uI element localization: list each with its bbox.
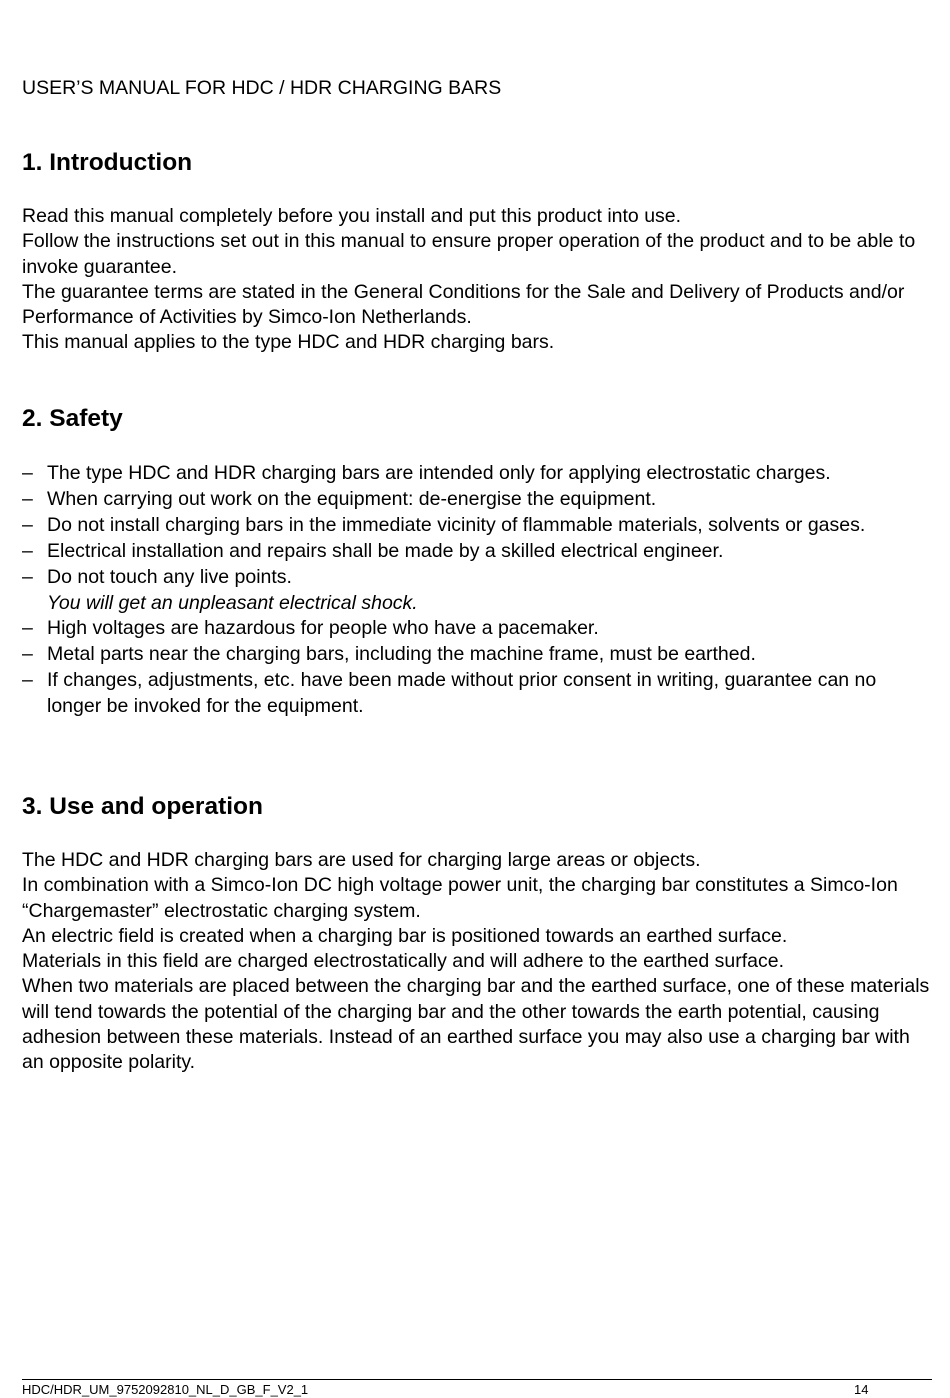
use-line: In combination with a Simco-Ion DC high voltage power unit, the charging bar constitutes a Simco-Ion “Chargemaster” electrostatic charging system. <box>22 874 898 922</box>
introduction-line: The guarantee terms are stated in the General Conditions for the Sale and Delivery of Products and/or Performance of Activities by Simco-Ion Netherlands. <box>22 280 905 329</box>
dash-bullet: – <box>22 462 33 484</box>
warning-note: You will get an unpleasant electrical shock. <box>47 591 418 614</box>
list-item-text: Metal parts near the charging bars, including the machine frame, must be earthed. <box>47 643 756 666</box>
list-item-text: High voltages are hazardous for people who have a pacemaker. <box>47 617 599 640</box>
introduction-text <box>22 204 932 356</box>
introduction-line: Follow the instructions set out in this manual to ensure proper operation of the product and to be able to invoke guarantee. <box>22 230 916 278</box>
dash-bullet: – <box>22 565 33 588</box>
list-item-text: Electrical installation and repairs shall be made by a skilled electrical engineer. <box>47 539 724 562</box>
list-item <box>22 616 932 642</box>
list-item-text: The type HDC and HDR charging bars are intended only for applying electrostatic charges. <box>47 462 831 484</box>
list-item <box>22 642 932 668</box>
list-item-text: When carrying out work on the equipment: de-energise the equipment. <box>47 487 657 510</box>
footer-document-code: HDC/HDR_UM_9752092810_NL_D_GB_F_V2_1 <box>22 1382 309 1397</box>
list-item <box>22 668 932 720</box>
list-item-text: Do not install charging bars in the immediate vicinity of flammable materials, solvents or gases. <box>47 513 866 536</box>
safety-list <box>22 461 932 720</box>
list-item <box>22 565 932 617</box>
dash-bullet: – <box>22 643 33 666</box>
introduction-line: This manual applies to the type HDC and HDR charging bars. <box>22 331 555 354</box>
introduction-line: Read this manual completely before you install and put this product into use. <box>22 205 682 227</box>
list-item <box>22 461 932 487</box>
footer-page-number: 14 <box>854 1382 869 1397</box>
document-title: USER’S MANUAL FOR HDC / HDR CHARGING BARS <box>22 77 502 99</box>
use-line: An electric field is created when a charging bar is positioned towards an earthed surface. <box>22 924 788 947</box>
list-item <box>22 513 932 539</box>
section-heading-safety: 2. Safety <box>22 405 123 432</box>
use-line: The HDC and HDR charging bars are used for charging large areas or objects. <box>22 849 701 871</box>
section-heading-introduction: 1. Introduction <box>22 149 193 176</box>
list-item-text: Do not touch any live points. <box>47 565 292 588</box>
document-page <box>22 0 932 1398</box>
footer-divider <box>22 1379 932 1380</box>
dash-bullet: – <box>22 539 33 562</box>
list-item-text: If changes, adjustments, etc. have been made without prior consent in writing, guarantee can no longer be invoked for the equipment. <box>47 669 877 718</box>
dash-bullet: – <box>22 669 33 692</box>
list-item <box>22 487 932 513</box>
dash-bullet: – <box>22 617 33 640</box>
section-heading-use-and-operation: 3. Use and operation <box>22 793 263 820</box>
use-line: When two materials are placed between the charging bar and the earthed surface, one of these materials will tend towards the potential of the charging bar and the other towards the earth potential, causing adhesion between these materials. Instead of an earthed surface you may also use a charging bar with an opposite polarity. <box>22 975 930 1074</box>
list-item <box>22 539 932 565</box>
use-line: Materials in this field are charged electrostatically and will adhere to the earthed surface. <box>22 950 784 973</box>
dash-bullet: – <box>22 487 33 510</box>
use-and-operation-text <box>22 848 932 1076</box>
dash-bullet: – <box>22 513 33 536</box>
